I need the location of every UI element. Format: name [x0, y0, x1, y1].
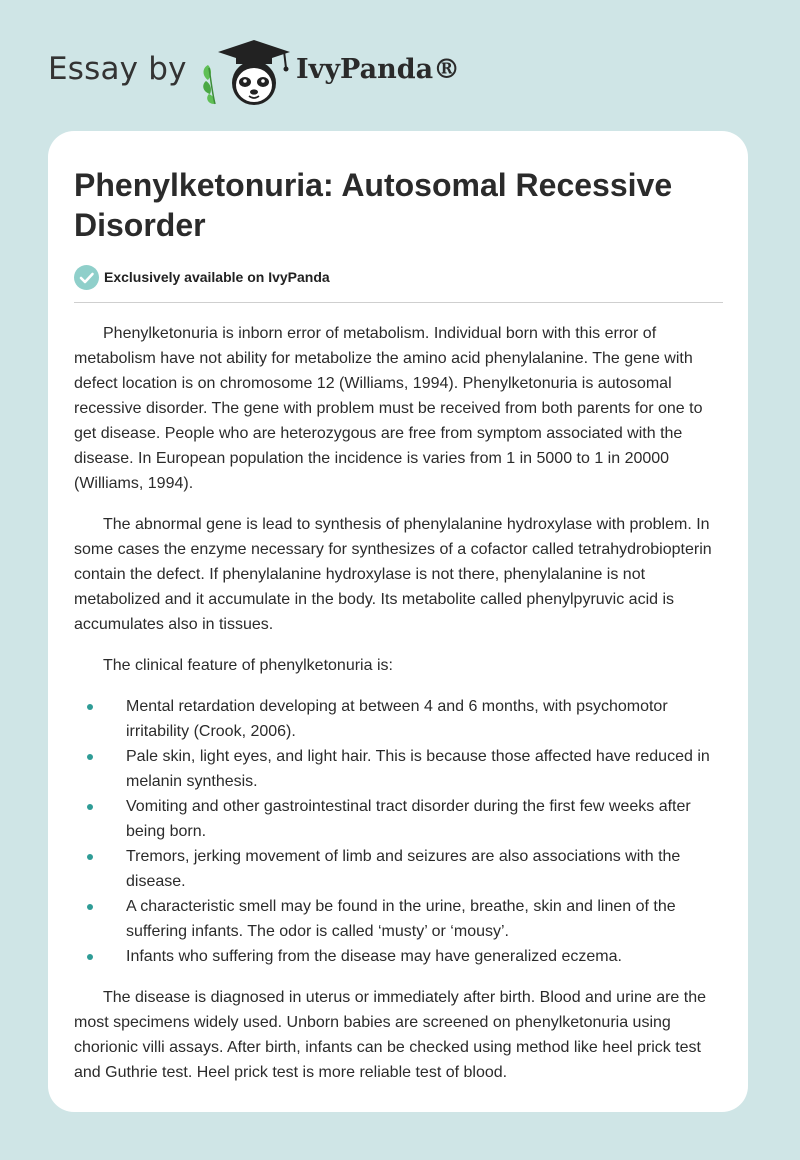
badge-label: Exclusively available on IvyPanda — [104, 269, 330, 285]
clinical-features-list — [74, 694, 726, 969]
bullet-icon — [87, 854, 93, 860]
checkmark-badge-icon — [74, 265, 99, 290]
brand-prefix: Essay by — [48, 51, 187, 87]
bullet-icon — [87, 904, 93, 910]
list-item-text: Pale skin, light eyes, and light hair. This is because those affected have reduced in melanin synthesis. — [126, 748, 710, 790]
list-item-text: Infants who suffering from the disease may have generalized eczema. — [126, 948, 622, 965]
paragraph: The abnormal gene is lead to synthesis of phenylalanine hydroxylase with problem. In some cases the enzyme necessary for synthesizes of a cofactor called tetrahydrobiopterin contain the defect. If phenylalanine hydroxylase is not there, phenylalanine is not metabolized and it accumulate in the body. Its metabolite called phenylpyruvic acid is accumulates also in tissues. — [74, 516, 712, 633]
essay-card — [48, 131, 748, 1112]
panda-logo-icon[interactable] — [198, 38, 294, 108]
bullet-icon — [87, 754, 93, 760]
divider — [74, 302, 723, 303]
bullet-icon — [87, 804, 93, 810]
bullet-icon — [87, 704, 93, 710]
brand-name[interactable]: IvyPanda® — [296, 54, 461, 85]
list-item — [74, 794, 726, 844]
exclusive-badge — [74, 264, 330, 290]
list-item-text: Tremors, jerking movement of limb and seizures are also associations with the disease. — [126, 848, 681, 890]
paragraph: The disease is diagnosed in uterus or immediately after birth. Blood and urine are the most specimens widely used. Unborn babies are screened on phenylketonuria using chorionic villi assays. After birth, infants can be checked using method like heel prick test and Guthrie test. Heel prick test is more reliable test of blood. — [74, 989, 707, 1081]
paragraph: The clinical feature of phenylketonuria is: — [103, 657, 393, 674]
list-item — [74, 944, 726, 969]
essay-title: Phenylketonuria: Autosomal Recessive Disorder — [74, 167, 673, 243]
paragraph: Phenylketonuria is inborn error of metabolism. Individual born with this error of metabolism have not ability for metabolize the amino acid phenylalanine. The gene with defect location is on chromosome 12 (Williams, 1994). Phenylketonuria is autosomal recessive disorder. The gene with problem must be received from both parents for one to get disease. People who are heterozygous are free from symptom associated with the disease. In European population the incidence is varies from 1 in 5000 to 1 in 20000 (Williams, 1994). — [74, 325, 703, 492]
list-item — [74, 694, 726, 744]
list-item — [74, 744, 726, 794]
list-item — [74, 894, 726, 944]
list-item-text: A characteristic smell may be found in the urine, breathe, skin and linen of the suffering infants. The odor is called ‘musty’ or ‘mousy’. — [126, 898, 676, 940]
list-item-text: Vomiting and other gastrointestinal tract disorder during the first few weeks after being born. — [126, 798, 691, 840]
bullet-icon — [87, 954, 93, 960]
essay-body — [74, 321, 726, 1101]
list-item — [74, 844, 726, 894]
site-header — [0, 0, 800, 128]
list-item-text: Mental retardation developing at between 4 and 6 months, with psychomotor irritability (Crook, 2006). — [126, 698, 668, 740]
